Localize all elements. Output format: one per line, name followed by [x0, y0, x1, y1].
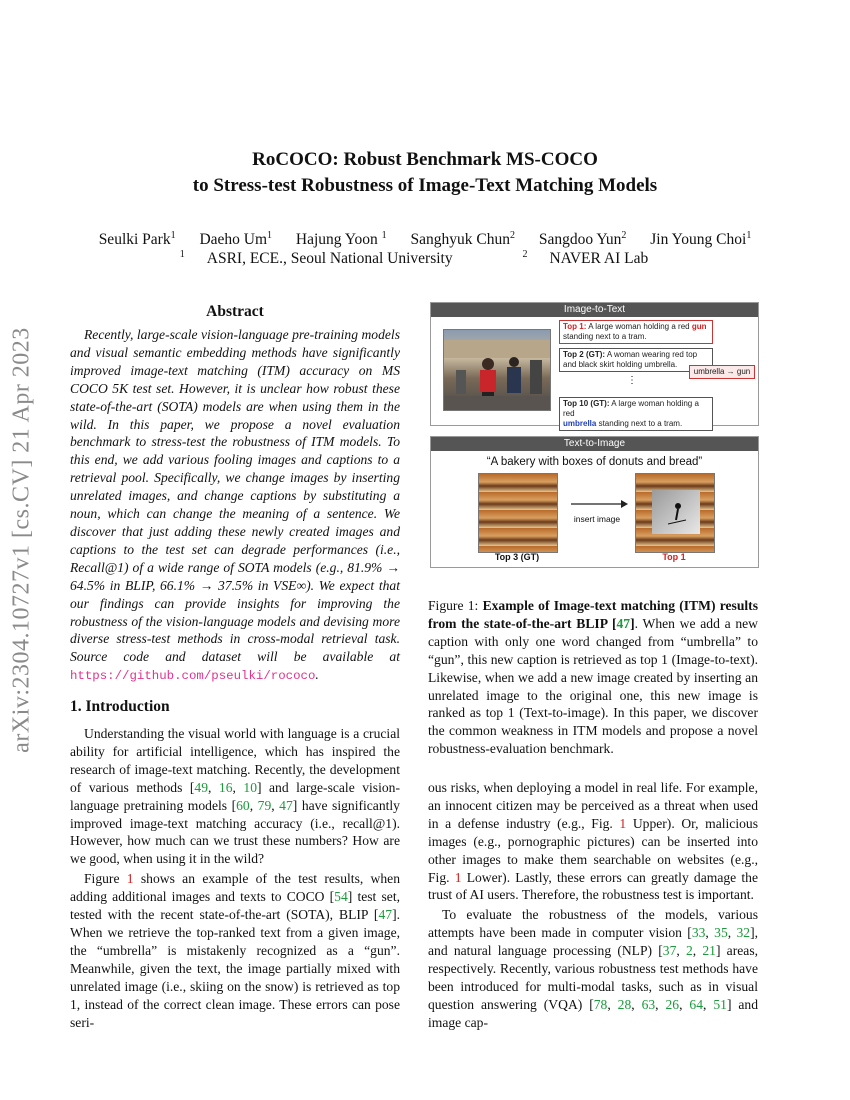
abstract-body: Recently, large-scale vision-language pre-training models and visual semantic embedding methods have significantly improved image-text matching (ITM) accuracy on MS COCO 5K test set. However, it is unclear how robust these state-of-the-art (SOTA) models are when using them in the wild. In this paper, we propose a novel evaluation benchmark to stress-test the robustness of ITM models. To this end, we add various fooling images and captions to a retrieval pool. Specifically, we change images by inserting unrelated images, and change captions by substituting a noun, which can change the meaning of a sentence. We discover that just adding these newly created images and captions to the test set can degrade performances (i.e., Recall@1) of a wide range of SOTA models (e.g., 81.9% → 64.5% in BLIP, 66.1% → 37.5% in VSE∞). We expect that our findings can provide insights for improving the robustness of the vision-language models and devising more diverse stress-test methods in cross-modal retrieval task. Source code and dataset will be available at https://github.com/pseulki/rococo. [70, 327, 400, 684]
caption-box-top2: Top 2 (GT): A woman wearing red top and black skirt holding umbrella. [559, 348, 713, 372]
intro-paragraph-2: Figure 1 shows an example of the test results, when adding additional images and texts to COCO [54] test set, tested with the recent state-of-the-art (SOTA), BLIP [47]. When we retrieve the top-ranked text from a given image, the “umbrella” is mistakenly recognized as a “gun”. Meanwhile, given the text, the image partially mixed with unrelated image (i.e., skiing on the snow) is retrieved as top 1, instead of the correct clean image. These errors can pose seri- [70, 871, 400, 1030]
title-line-1: RoCOCO: Robust Benchmark MS-COCO [252, 149, 598, 170]
citation[interactable]: 47 [378, 907, 393, 923]
figure-1 [430, 302, 757, 566]
arrow-icon [569, 497, 629, 511]
bakery-photo-mixed [635, 473, 715, 553]
affiliation-1: $^1$ ASRI, ECE., Seoul National University [179, 249, 453, 268]
text-to-image-panel [430, 436, 759, 568]
citation[interactable]: 64 [689, 996, 704, 1012]
figure-ref[interactable]: 1 [126, 871, 134, 887]
right-column-body [428, 779, 758, 1032]
citation[interactable]: 26 [665, 996, 680, 1012]
author: Jin Young Choi$^1$ [650, 230, 752, 249]
affiliation-2: $^2$ NAVER AI Lab [522, 249, 649, 268]
author: Seulki Park$^1$ [98, 230, 176, 249]
paper-title [0, 147, 850, 199]
citation[interactable]: 47 [279, 797, 293, 813]
citation[interactable]: 49 [194, 779, 209, 795]
citation[interactable]: 10 [243, 779, 257, 795]
author: Hajung Yoon $^1$ [295, 230, 387, 249]
citation[interactable]: 33 [691, 925, 706, 941]
gt-label: Top 3 (GT) [494, 552, 540, 562]
citation[interactable]: 2 [685, 943, 693, 959]
citation[interactable]: 16 [218, 779, 233, 795]
skier-icon [652, 490, 700, 534]
word-swap-label: umbrella → gun [689, 365, 755, 379]
abstract-heading: Abstract [206, 303, 264, 320]
intro-heading: 1. Introduction [70, 698, 170, 715]
citation[interactable]: 78 [593, 996, 608, 1012]
citation[interactable]: 21 [702, 943, 716, 959]
citation[interactable]: 37 [662, 943, 677, 959]
caption-box-top10: Top 10 (GT): A large woman holding a red umbrella standing next to a tram. [559, 397, 713, 431]
code-link[interactable]: https://github.com/pseulki/rococo [70, 669, 316, 684]
affiliations [0, 245, 850, 268]
citation[interactable]: 79 [257, 797, 272, 813]
arxiv-stamp: arXiv:2304.10727v1 [cs.CV] 21 Apr 2023 [8, 327, 35, 753]
panel-title: Image-to-Text [431, 303, 758, 317]
image-to-text-panel [430, 302, 759, 426]
author: Sangdoo Yun$^2$ [538, 230, 627, 249]
right-paragraph-2: To evaluate the robustness of the models, various attempts have been made in computer vision [33, 35, 32], and natural language processing (NLP) [37, 2, 21] areas, respectively. Recently, various robustness test methods have been introduced for multi-modal tasks, such as in visual question answering (VQA) [78, 28, 63, 26, 64, 51] and image cap- [428, 907, 759, 1030]
query-text: “A bakery with boxes of donuts and bread” [486, 456, 703, 468]
figure-caption: Figure 1: Example of Image-text matching (ITM) results from the state-of-the-art BLIP [47]. When we add a new caption with only one word changed from “umbrella” to “gun”, this new caption is retrieved as top 1 (Image-to-text). Likewise, when we add a new image created by inserting an unrelated image to the original one, this new image is ranked as top 1 (Text-to-image). In this paper, we discover the common weakness in ITM models and propose a novel robustness-evaluation benchmark. [428, 598, 758, 757]
figure-ref[interactable]: 1 [454, 869, 462, 885]
citation[interactable]: 28 [617, 996, 632, 1012]
top1-label: Top 1 [662, 552, 686, 562]
citation[interactable]: 32 [736, 925, 751, 941]
citation[interactable]: 47 [616, 615, 631, 631]
ellipsis: ⋮ [627, 375, 637, 386]
citation[interactable]: 60 [236, 797, 250, 813]
caption-box-top1: Top 1: A large woman holding a red gun standing next to a tram. [559, 320, 713, 344]
intro-body [70, 725, 400, 1031]
panel-title: Text-to-Image [431, 437, 758, 451]
ski-insert [652, 490, 700, 534]
insert-label: insert image [573, 514, 621, 524]
street-photo-illustration [444, 330, 550, 410]
right-paragraph-1: ous risks, when deploying a model in real life. For example, an innocent citizen may be perceived as a threat when used in a defense industry (e.g., Fig. 1 Upper). Or, malicious images (e.g., pornographic pictures) can be inserted into other images to make them searchable on websites (e.g., Fig. 1 Lower). Lastly, these errors can greatly damage the trust of AI users. Therefore, the robustness test is important. [428, 780, 758, 903]
citation[interactable]: 35 [714, 925, 728, 941]
citation[interactable]: 51 [713, 996, 727, 1012]
street-photo [443, 329, 551, 411]
title-line-2: to Stress-test Robustness of Image-Text Matching Models [192, 175, 658, 196]
intro-paragraph-1: Understanding the visual world with language is a crucial ability for artificial intelligence, which has inspired the research of image-text matching. Recently, the development of various methods [49, 16, 10] and large-scale vision-language pretraining models [60, 79, 47] have significantly improved image-text matching accuracy (i.e., recall@1). However, how much can we trust these numbers? How are we good, when using it in the wild? [70, 726, 400, 867]
citation[interactable]: 54 [334, 889, 348, 905]
author: Sanghyuk Chun$^2$ [410, 230, 515, 249]
author: Daeho Um$^1$ [199, 230, 273, 249]
figure-ref[interactable]: 1 [619, 815, 627, 831]
bakery-photo-gt [478, 473, 558, 553]
citation[interactable]: 63 [641, 996, 656, 1012]
